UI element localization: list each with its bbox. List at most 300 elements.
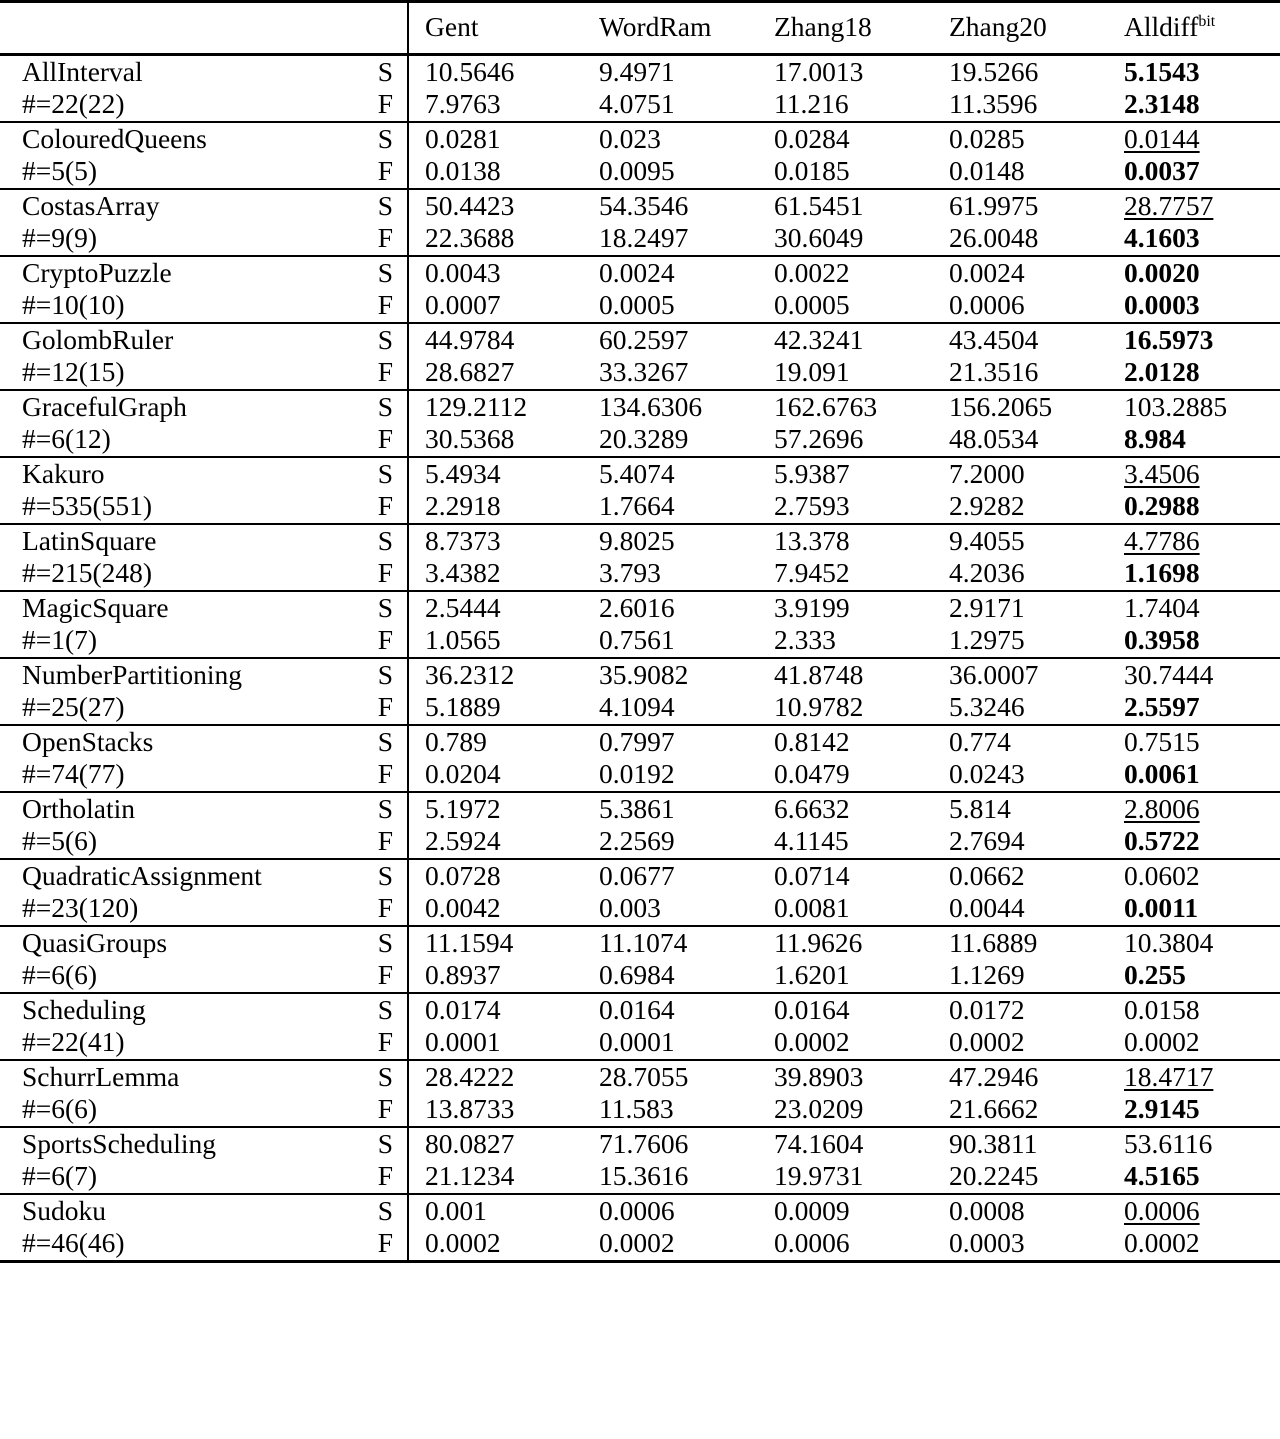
table-cell xyxy=(758,825,933,859)
column-header-alldiff xyxy=(1108,2,1280,55)
table-cell xyxy=(408,859,583,893)
table-cell xyxy=(1108,88,1280,122)
cell-value: 71.7606 xyxy=(599,1127,689,1159)
table-cell xyxy=(933,256,1108,290)
table-row xyxy=(0,658,1280,692)
table-cell xyxy=(758,155,933,189)
table-row xyxy=(0,1194,1280,1228)
cell-value: 0.001 xyxy=(425,1194,487,1226)
cell-value: 0.0002 xyxy=(425,1227,501,1258)
table-cell xyxy=(408,1227,583,1261)
table-cell xyxy=(758,591,933,625)
row-kind-solve: S xyxy=(362,658,408,692)
table-cell xyxy=(758,1026,933,1060)
row-kind-solve: S xyxy=(362,993,408,1027)
cell-value: 0.0005 xyxy=(599,289,675,320)
cell-value: 28.6827 xyxy=(425,356,515,387)
table-cell xyxy=(1108,792,1280,826)
row-kind-fail: F xyxy=(377,1093,393,1124)
table-row xyxy=(0,490,1280,524)
cell-value: 80.0827 xyxy=(425,1127,515,1159)
row-kind-fail: F xyxy=(377,356,393,387)
table-row xyxy=(0,591,1280,625)
table-cell xyxy=(758,1227,933,1261)
cell-value: 5.1889 xyxy=(425,691,501,722)
table-cell xyxy=(1108,1227,1280,1261)
cell-value: 0.023 xyxy=(599,122,661,154)
cell-value: 28.4222 xyxy=(425,1060,515,1092)
table-cell xyxy=(583,323,758,357)
cell-value: 0.0005 xyxy=(774,289,850,320)
table-cell xyxy=(758,390,933,424)
table-row xyxy=(0,155,1280,189)
cell-value: 0.7997 xyxy=(599,725,675,757)
table-cell xyxy=(583,222,758,256)
benchmark-name: Scheduling xyxy=(0,993,362,1027)
table-cell xyxy=(408,54,583,88)
table-row xyxy=(0,691,1280,725)
row-kind-solve: S xyxy=(362,1194,408,1228)
cell-value: 4.2036 xyxy=(949,557,1025,588)
cell-value: 28.7055 xyxy=(599,1060,689,1092)
cell-value: 11.1594 xyxy=(425,926,514,958)
cell-value: 2.3148 xyxy=(1124,88,1200,119)
table-cell xyxy=(583,825,758,859)
benchmark-instance-count: #=74(77) xyxy=(22,758,125,789)
table-cell xyxy=(933,691,1108,725)
table-row xyxy=(0,1026,1280,1060)
table-row xyxy=(0,725,1280,759)
table-row xyxy=(0,624,1280,658)
cell-value: 5.3246 xyxy=(949,691,1025,722)
table-cell xyxy=(933,222,1108,256)
row-kind-fail: F xyxy=(377,1160,393,1191)
table-cell xyxy=(1108,189,1280,223)
cell-value: 15.3616 xyxy=(599,1160,689,1191)
table-cell xyxy=(408,356,583,390)
cell-value: 6.6632 xyxy=(774,792,850,824)
cell-value: 0.0001 xyxy=(425,1026,501,1057)
table-cell xyxy=(583,356,758,390)
cell-value: 2.7593 xyxy=(774,490,850,521)
table-cell xyxy=(408,423,583,457)
table-cell xyxy=(1108,1160,1280,1194)
cell-value: 41.8748 xyxy=(774,658,864,690)
cell-value: 3.4382 xyxy=(425,557,501,588)
cell-value: 2.9145 xyxy=(1124,1093,1200,1124)
cell-value: 134.6306 xyxy=(599,390,703,422)
cell-value: 39.8903 xyxy=(774,1060,864,1092)
cell-value: 5.3861 xyxy=(599,792,675,824)
table-cell xyxy=(583,256,758,290)
cell-value: 0.0662 xyxy=(949,859,1025,891)
cell-value: 47.2946 xyxy=(949,1060,1039,1092)
cell-value: 0.0185 xyxy=(774,155,850,186)
table-cell xyxy=(758,725,933,759)
table-cell xyxy=(408,993,583,1027)
cell-value: 3.793 xyxy=(599,557,661,588)
table-cell xyxy=(933,926,1108,960)
cell-value: 9.4055 xyxy=(949,524,1025,556)
table-cell xyxy=(758,222,933,256)
table-cell xyxy=(1108,1194,1280,1228)
table-cell xyxy=(1108,825,1280,859)
benchmark-name: SportsScheduling xyxy=(0,1127,362,1161)
row-kind-solve: S xyxy=(362,122,408,156)
table-cell xyxy=(583,591,758,625)
table-cell xyxy=(408,792,583,826)
benchmark-name: QuadraticAssignment xyxy=(0,859,362,893)
table-cell xyxy=(933,323,1108,357)
row-kind-fail: F xyxy=(377,624,393,655)
table-cell xyxy=(758,490,933,524)
table-cell xyxy=(758,993,933,1027)
row-kind-fail: F xyxy=(377,825,393,856)
table-cell xyxy=(408,557,583,591)
cell-value: 0.5722 xyxy=(1124,825,1200,856)
table-cell xyxy=(408,624,583,658)
row-kind-fail: F xyxy=(377,155,393,186)
benchmark-instance-count: #=12(15) xyxy=(22,356,125,387)
table-cell xyxy=(583,926,758,960)
cell-value: 3.9199 xyxy=(774,591,850,623)
table-cell xyxy=(933,1026,1108,1060)
table-cell xyxy=(583,1194,758,1228)
table-cell xyxy=(1108,1127,1280,1161)
table-row xyxy=(0,356,1280,390)
cell-value: 0.6984 xyxy=(599,959,675,990)
table-cell xyxy=(933,390,1108,424)
cell-value: 0.0024 xyxy=(599,256,675,288)
cell-value: 4.7786 xyxy=(1124,524,1200,556)
cell-value: 0.0002 xyxy=(599,1227,675,1258)
table-cell xyxy=(758,1060,933,1094)
table-cell xyxy=(1108,758,1280,792)
row-kind-fail: F xyxy=(377,691,393,722)
cell-value: 5.9387 xyxy=(774,457,850,489)
cell-value: 11.1074 xyxy=(599,926,688,958)
cell-value: 0.0164 xyxy=(774,993,850,1025)
cell-value: 16.5973 xyxy=(1124,323,1214,355)
table-row xyxy=(0,457,1280,491)
table-cell xyxy=(758,457,933,491)
cell-value: 2.6016 xyxy=(599,591,675,623)
cell-value: 9.4971 xyxy=(599,55,675,87)
cell-value: 11.6889 xyxy=(949,926,1038,958)
cell-value: 7.9452 xyxy=(774,557,850,588)
cell-value: 0.0002 xyxy=(1124,1227,1200,1258)
cell-value: 20.2245 xyxy=(949,1160,1039,1191)
table-cell xyxy=(583,792,758,826)
row-kind-solve: S xyxy=(362,390,408,424)
cell-value: 13.378 xyxy=(774,524,850,556)
cell-value: 43.4504 xyxy=(949,323,1039,355)
cell-value: 1.2975 xyxy=(949,624,1025,655)
table-cell xyxy=(408,88,583,122)
benchmark-instance-count: #=5(5) xyxy=(22,155,98,186)
table-cell xyxy=(583,725,758,759)
row-kind-solve: S xyxy=(362,859,408,893)
table-cell xyxy=(1108,725,1280,759)
cell-value: 11.9626 xyxy=(774,926,863,958)
cell-value: 19.9731 xyxy=(774,1160,864,1191)
row-kind-solve: S xyxy=(362,189,408,223)
benchmark-name: CostasArray xyxy=(0,189,362,223)
cell-value: 1.0565 xyxy=(425,624,501,655)
cell-value: 0.0164 xyxy=(599,993,675,1025)
cell-value: 35.9082 xyxy=(599,658,689,690)
benchmark-instance-count: #=6(6) xyxy=(22,1093,98,1124)
cell-value: 0.0024 xyxy=(949,256,1025,288)
table-row xyxy=(0,390,1280,424)
cell-value: 2.333 xyxy=(774,624,836,655)
cell-value: 7.2000 xyxy=(949,457,1025,489)
table-cell xyxy=(583,457,758,491)
cell-value: 0.0002 xyxy=(1124,1026,1200,1057)
row-kind-solve: S xyxy=(362,323,408,357)
cell-value: 21.6662 xyxy=(949,1093,1039,1124)
table-cell xyxy=(583,189,758,223)
table-cell xyxy=(408,289,583,323)
cell-value: 11.216 xyxy=(774,88,849,119)
table-header xyxy=(0,2,1280,55)
header-blank-name xyxy=(0,2,362,55)
table-cell xyxy=(933,356,1108,390)
table-cell xyxy=(933,54,1108,88)
table-cell xyxy=(408,323,583,357)
table-row xyxy=(0,323,1280,357)
cell-value: 28.7757 xyxy=(1124,189,1214,221)
cell-value: 60.2597 xyxy=(599,323,689,355)
cell-value: 4.1603 xyxy=(1124,222,1200,253)
cell-value: 44.9784 xyxy=(425,323,515,355)
cell-value: 10.9782 xyxy=(774,691,864,722)
benchmark-name: LatinSquare xyxy=(0,524,362,558)
cell-value: 2.7694 xyxy=(949,825,1025,856)
table-row xyxy=(0,792,1280,826)
benchmark-instance-count: #=10(10) xyxy=(22,289,125,320)
table-row xyxy=(0,892,1280,926)
table-cell xyxy=(933,524,1108,558)
column-header-gent: Gent xyxy=(408,2,583,55)
cell-value: 1.6201 xyxy=(774,959,850,990)
cell-value: 0.0728 xyxy=(425,859,501,891)
cell-value: 90.3811 xyxy=(949,1127,1038,1159)
cell-value: 10.5646 xyxy=(425,55,515,87)
cell-value: 0.0285 xyxy=(949,122,1025,154)
table-cell xyxy=(758,256,933,290)
table-cell xyxy=(1108,691,1280,725)
table-cell xyxy=(758,959,933,993)
cell-value: 0.0003 xyxy=(949,1227,1025,1258)
cell-value: 0.0714 xyxy=(774,859,850,891)
table-row xyxy=(0,222,1280,256)
cell-value: 0.0192 xyxy=(599,758,675,789)
table-cell xyxy=(758,658,933,692)
table-cell xyxy=(933,758,1108,792)
benchmark-instance-count: #=1(7) xyxy=(22,624,98,655)
cell-value: 54.3546 xyxy=(599,189,689,221)
benchmark-name: MagicSquare xyxy=(0,591,362,625)
row-kind-solve: S xyxy=(362,457,408,491)
table-cell xyxy=(758,859,933,893)
table-cell xyxy=(758,792,933,826)
table-cell xyxy=(1108,222,1280,256)
table-cell xyxy=(408,222,583,256)
cell-value: 4.0751 xyxy=(599,88,675,119)
benchmark-instance-count: #=5(6) xyxy=(22,825,98,856)
table-cell xyxy=(933,557,1108,591)
table-cell xyxy=(933,1194,1108,1228)
cell-value: 0.774 xyxy=(949,725,1011,757)
table-cell xyxy=(408,825,583,859)
cell-value: 48.0534 xyxy=(949,423,1039,454)
row-kind-fail: F xyxy=(377,959,393,990)
cell-value: 36.0007 xyxy=(949,658,1039,690)
table-row xyxy=(0,54,1280,88)
cell-value: 0.0677 xyxy=(599,859,675,891)
table-cell xyxy=(583,423,758,457)
table-cell xyxy=(933,658,1108,692)
cell-value: 0.003 xyxy=(599,892,661,923)
row-kind-fail: F xyxy=(377,1026,393,1057)
cell-value: 0.2988 xyxy=(1124,490,1200,521)
table-cell xyxy=(933,591,1108,625)
table-cell xyxy=(933,1093,1108,1127)
table-cell xyxy=(758,1160,933,1194)
cell-value: 2.9171 xyxy=(949,591,1025,623)
table-cell xyxy=(583,1127,758,1161)
row-kind-solve: S xyxy=(362,524,408,558)
cell-value: 50.4423 xyxy=(425,189,515,221)
benchmark-name: Kakuro xyxy=(0,457,362,491)
cell-value: 0.0006 xyxy=(599,1194,675,1226)
benchmark-instance-count: #=6(6) xyxy=(22,959,98,990)
table-cell xyxy=(758,356,933,390)
cell-value: 2.8006 xyxy=(1124,792,1200,824)
table-cell xyxy=(1108,490,1280,524)
benchmark-name: ColouredQueens xyxy=(0,122,362,156)
row-kind-solve: S xyxy=(362,1060,408,1094)
table-cell xyxy=(583,88,758,122)
benchmark-instance-count: #=6(7) xyxy=(22,1160,98,1191)
table-cell xyxy=(1108,591,1280,625)
cell-value: 0.0009 xyxy=(774,1194,850,1226)
table-cell xyxy=(408,758,583,792)
table-body xyxy=(0,54,1280,1261)
cell-value: 0.0158 xyxy=(1124,993,1200,1025)
benchmark-instance-count: #=6(12) xyxy=(22,423,111,454)
table-cell xyxy=(408,457,583,491)
benchmark-instance-count: #=215(248) xyxy=(22,557,153,588)
cell-value: 103.2885 xyxy=(1124,390,1228,422)
benchmark-instance-count: #=22(41) xyxy=(22,1026,125,1057)
table-cell xyxy=(758,524,933,558)
table-cell xyxy=(408,1127,583,1161)
cell-value: 0.0602 xyxy=(1124,859,1200,891)
table-cell xyxy=(1108,289,1280,323)
cell-value: 0.0011 xyxy=(1124,892,1199,923)
row-kind-fail: F xyxy=(377,892,393,923)
table-cell xyxy=(933,725,1108,759)
table-cell xyxy=(408,256,583,290)
table-cell xyxy=(933,289,1108,323)
cell-value: 0.7561 xyxy=(599,624,675,655)
table-cell xyxy=(758,691,933,725)
cell-value: 129.2112 xyxy=(425,390,528,422)
table-cell xyxy=(1108,155,1280,189)
cell-value: 13.8733 xyxy=(425,1093,515,1124)
cell-value: 0.0022 xyxy=(774,256,850,288)
table-cell xyxy=(933,1127,1108,1161)
cell-value: 0.0138 xyxy=(425,155,501,186)
table-cell xyxy=(1108,323,1280,357)
cell-value: 0.0001 xyxy=(599,1026,675,1057)
table-cell xyxy=(933,1060,1108,1094)
cell-value: 2.2918 xyxy=(425,490,501,521)
table-cell xyxy=(583,1227,758,1261)
table-cell xyxy=(933,88,1108,122)
table-cell xyxy=(583,1093,758,1127)
table-cell xyxy=(758,289,933,323)
cell-value: 0.0095 xyxy=(599,155,675,186)
table-cell xyxy=(408,959,583,993)
table-cell xyxy=(758,88,933,122)
benchmark-instance-count: #=22(22) xyxy=(22,88,125,119)
table-cell xyxy=(758,758,933,792)
table-row xyxy=(0,926,1280,960)
table-cell xyxy=(758,323,933,357)
table-cell xyxy=(583,155,758,189)
table-cell xyxy=(933,959,1108,993)
table-cell xyxy=(1108,457,1280,491)
table-cell xyxy=(583,758,758,792)
cell-value: 18.4717 xyxy=(1124,1060,1214,1092)
table-cell xyxy=(1108,859,1280,893)
cell-value: 2.0128 xyxy=(1124,356,1200,387)
table-cell xyxy=(408,524,583,558)
cell-value: 18.2497 xyxy=(599,222,689,253)
benchmark-name: AllInterval xyxy=(0,54,362,88)
cell-value: 30.7444 xyxy=(1124,658,1214,690)
table-row xyxy=(0,524,1280,558)
cell-value: 33.3267 xyxy=(599,356,689,387)
table-cell xyxy=(758,926,933,960)
row-kind-solve: S xyxy=(362,725,408,759)
table-cell xyxy=(1108,557,1280,591)
cell-value: 0.0144 xyxy=(1124,122,1200,154)
cell-value: 2.5597 xyxy=(1124,691,1200,722)
table-cell xyxy=(758,1194,933,1228)
cell-value: 0.0003 xyxy=(1124,289,1200,320)
cell-value: 0.0204 xyxy=(425,758,501,789)
cell-value: 0.0006 xyxy=(949,289,1025,320)
table-cell xyxy=(1108,524,1280,558)
benchmark-name: QuasiGroups xyxy=(0,926,362,960)
cell-value: 30.6049 xyxy=(774,222,864,253)
table-cell xyxy=(583,859,758,893)
table-cell xyxy=(408,490,583,524)
row-kind-fail: F xyxy=(377,88,393,119)
table-cell xyxy=(933,423,1108,457)
cell-value: 0.0002 xyxy=(774,1026,850,1057)
row-kind-solve: S xyxy=(362,1127,408,1161)
table-cell xyxy=(1108,256,1280,290)
table-cell xyxy=(933,457,1108,491)
table-cell xyxy=(408,1026,583,1060)
row-kind-fail: F xyxy=(377,490,393,521)
cell-value: 0.0479 xyxy=(774,758,850,789)
